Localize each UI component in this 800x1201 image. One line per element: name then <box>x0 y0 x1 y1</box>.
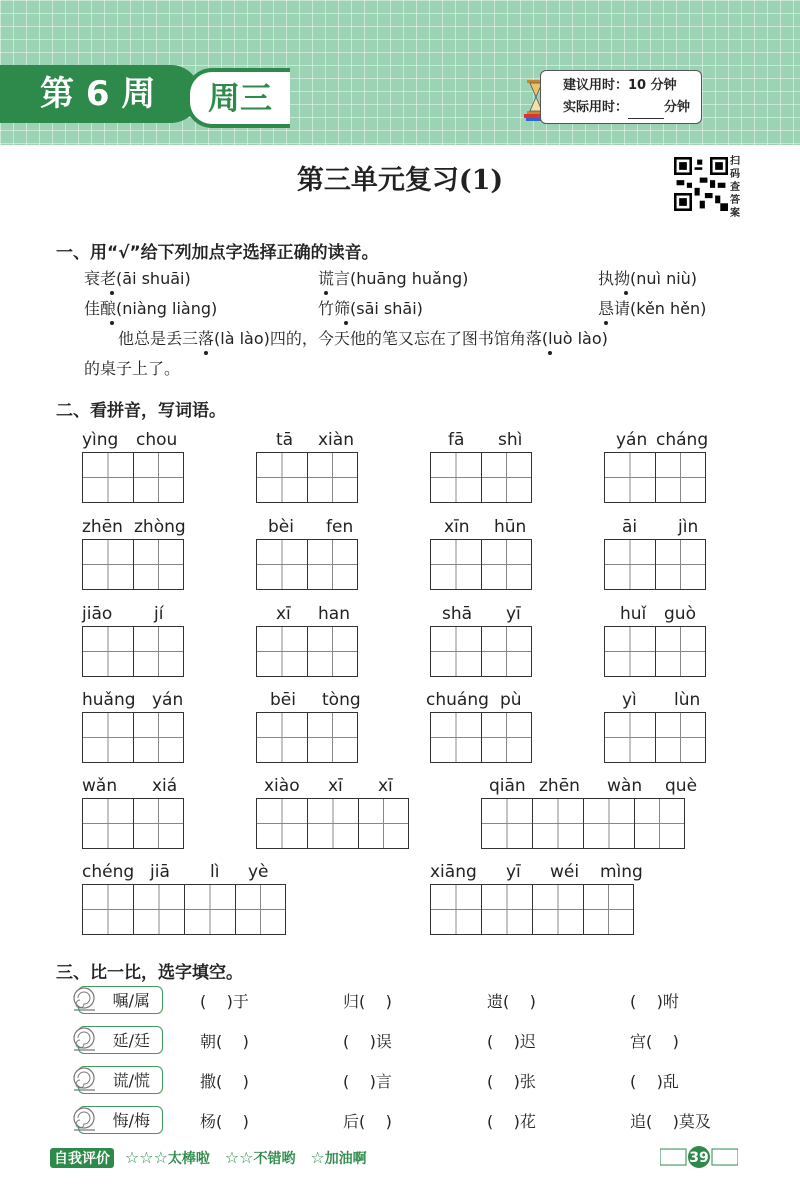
sentence-options-2[interactable]: (luò lào) <box>541 329 608 348</box>
tianzige-box[interactable] <box>82 452 133 503</box>
tianzige-box[interactable] <box>481 712 532 763</box>
pinyin-label: jiāo <box>82 604 113 624</box>
pinyin-label: xīn <box>444 517 470 537</box>
writing-boxes <box>82 452 184 503</box>
char-pair-chip <box>78 1026 163 1054</box>
writing-boxes <box>604 626 706 677</box>
tianzige-box[interactable] <box>430 626 481 677</box>
fill-blank-cell[interactable]: 追( )莫及 <box>630 1112 711 1131</box>
tianzige-box[interactable] <box>430 452 481 503</box>
fill-blank-cell[interactable]: 朝( ) <box>200 1032 249 1051</box>
tianzige-box[interactable] <box>655 712 706 763</box>
tianzige-box[interactable] <box>256 798 307 849</box>
pinyin-label: yán <box>616 430 648 450</box>
writing-boxes <box>82 798 184 849</box>
pinyin-label: què <box>665 776 698 796</box>
pron-options[interactable]: (nuì niù) <box>630 269 698 288</box>
eval-label: 自我评价 <box>50 1148 114 1168</box>
tianzige-box[interactable] <box>235 884 286 935</box>
pron-item[interactable] <box>598 296 706 319</box>
week-label: 第 6 周 <box>0 65 200 123</box>
writing-boxes <box>430 626 532 677</box>
pron-item[interactable] <box>84 266 191 289</box>
tianzige-box[interactable] <box>604 626 655 677</box>
day-label: 周三 <box>186 68 290 128</box>
writing-boxes <box>256 626 358 677</box>
tianzige-box[interactable] <box>133 712 184 763</box>
snail-icon <box>71 1103 97 1135</box>
writing-boxes <box>430 884 634 935</box>
pinyin-label: xiá <box>152 776 178 796</box>
pron-item[interactable] <box>598 266 697 289</box>
pinyin-label: xī <box>276 604 291 624</box>
tianzige-box[interactable] <box>256 452 307 503</box>
pron-word: 衰老 <box>84 269 116 288</box>
tianzige-box[interactable] <box>481 452 532 503</box>
tianzige-box[interactable] <box>307 712 358 763</box>
tianzige-box[interactable] <box>481 884 532 935</box>
page-number-badge <box>660 1146 738 1168</box>
writing-boxes <box>82 712 184 763</box>
pinyin-label: xī <box>328 776 343 796</box>
tianzige-box[interactable] <box>358 798 409 849</box>
pron-options[interactable]: (āi shuāi) <box>116 269 191 288</box>
pron-word: 竹筛 <box>318 299 350 318</box>
sentence-end: 的桌子上了。 <box>84 359 181 378</box>
pinyin-label: xiāng <box>430 862 477 882</box>
fill-blank-cell[interactable]: 归( ) <box>343 992 392 1011</box>
tianzige-box[interactable] <box>307 626 358 677</box>
tianzige-box[interactable] <box>184 884 235 935</box>
sentence-text-1: 他总是丢三落 <box>118 329 214 348</box>
fill-blank-cell[interactable]: 撒( ) <box>200 1072 249 1091</box>
pinyin-label: yī <box>506 862 521 882</box>
writing-boxes <box>256 712 358 763</box>
tianzige-box[interactable] <box>583 798 634 849</box>
tianzige-box[interactable] <box>604 539 655 590</box>
tianzige-box[interactable] <box>82 626 133 677</box>
pinyin-label: bèi <box>268 517 294 537</box>
tianzige-box[interactable] <box>256 626 307 677</box>
pinyin-label: lì <box>210 862 220 882</box>
pinyin-label: tā <box>276 430 294 450</box>
pron-word: 佳酿 <box>84 299 116 318</box>
tianzige-box[interactable] <box>655 626 706 677</box>
tianzige-box[interactable] <box>532 884 583 935</box>
fill-blank-cell[interactable]: 遗( ) <box>487 992 536 1011</box>
time-box <box>540 70 702 124</box>
fill-blank-cell[interactable]: ( )迟 <box>487 1032 536 1051</box>
pinyin-label: xiào <box>264 776 300 796</box>
writing-boxes <box>256 798 409 849</box>
pron-sentence <box>118 326 608 349</box>
pron-word: 谎言 <box>318 269 350 288</box>
fill-blank-cell[interactable]: 宫( ) <box>630 1032 679 1051</box>
page-number: 39 <box>689 1150 709 1166</box>
pinyin-label: xī <box>378 776 393 796</box>
pinyin-label: qiān <box>489 776 526 796</box>
pinyin-label: chéng <box>82 862 135 882</box>
star-icon[interactable]: ☆ <box>310 1148 325 1167</box>
pinyin-label: huǐ <box>620 604 647 624</box>
pinyin-label: zhēn <box>539 776 580 796</box>
eval-great[interactable]: 太棒啦 <box>167 1151 210 1167</box>
pinyin-label: pù <box>500 690 522 710</box>
pron-item[interactable] <box>318 266 468 289</box>
tianzige-box[interactable] <box>481 626 532 677</box>
fill-blank-cell[interactable]: ( )误 <box>343 1032 392 1051</box>
pinyin-label: xiàn <box>318 430 354 450</box>
actual-time-unit: 分钟 <box>664 100 691 115</box>
pinyin-label: wǎn <box>82 776 118 796</box>
pinyin-label: fen <box>326 517 354 537</box>
pinyin-label: fā <box>448 430 465 450</box>
eval-good[interactable]: 不错哟 <box>253 1151 296 1167</box>
star-icon[interactable]: ☆☆ <box>224 1148 254 1167</box>
pinyin-label: cháng <box>656 430 709 450</box>
tianzige-box[interactable] <box>430 712 481 763</box>
section1-heading: 一、用“√”给下列加点字选择正确的读音。 <box>56 243 379 263</box>
pron-options[interactable]: (sāi shāi) <box>350 299 423 318</box>
pron-options[interactable]: (huāng huǎng) <box>350 269 469 288</box>
pron-item[interactable] <box>318 296 423 319</box>
tianzige-box[interactable] <box>307 539 358 590</box>
tianzige-box[interactable] <box>655 452 706 503</box>
pinyin-label: jiā <box>150 862 170 882</box>
tianzige-box[interactable] <box>307 452 358 503</box>
pinyin-label: guò <box>664 604 696 624</box>
tianzige-box[interactable] <box>256 539 307 590</box>
pinyin-label: yī <box>506 604 521 624</box>
fill-blank-cell[interactable]: ( )于 <box>200 992 249 1011</box>
pinyin-label: wéi <box>550 862 580 882</box>
pinyin-label: chou <box>136 430 178 450</box>
pron-item[interactable] <box>84 296 217 319</box>
pinyin-label: mìng <box>600 862 643 882</box>
eval-keep[interactable]: 加油啊 <box>324 1151 367 1167</box>
tianzige-box[interactable] <box>481 539 532 590</box>
writing-boxes <box>430 452 532 503</box>
writing-boxes <box>604 452 706 503</box>
page-title: 第三单元复习(1) <box>296 165 504 196</box>
section3-heading: 三、比一比，选字填空。 <box>56 963 243 983</box>
pron-word: 恳请 <box>598 299 630 318</box>
tianzige-box[interactable] <box>133 539 184 590</box>
snail-icon <box>71 1063 97 1095</box>
tianzige-box[interactable] <box>133 626 184 677</box>
char-pair-chip <box>78 986 163 1014</box>
tianzige-box[interactable] <box>655 539 706 590</box>
pinyin-label: tòng <box>322 690 361 710</box>
writing-boxes <box>82 539 184 590</box>
writing-boxes <box>256 539 358 590</box>
actual-time-label: 实际用时： <box>563 100 629 115</box>
writing-boxes <box>430 539 532 590</box>
tianzige-box[interactable] <box>604 712 655 763</box>
pinyin-label: lùn <box>674 690 701 710</box>
tianzige-box[interactable] <box>256 712 307 763</box>
pinyin-label: huǎng <box>82 690 136 710</box>
pinyin-label: yìng <box>82 430 119 450</box>
tianzige-box[interactable] <box>604 452 655 503</box>
tianzige-box[interactable] <box>634 798 685 849</box>
pinyin-label: jìn <box>678 517 699 537</box>
pinyin-label: chuáng <box>426 690 489 710</box>
pinyin-label: shì <box>498 430 523 450</box>
tianzige-box[interactable] <box>532 798 583 849</box>
pron-word: 执拗 <box>598 269 630 288</box>
fill-blank-cell[interactable]: 后( ) <box>343 1112 392 1131</box>
writing-boxes <box>430 712 532 763</box>
tianzige-box[interactable] <box>307 798 358 849</box>
section2-heading: 二、看拼音，写词语。 <box>56 401 226 421</box>
sentence-options-1[interactable]: (là lào) <box>214 329 270 348</box>
actual-time[interactable] <box>563 97 701 119</box>
tianzige-box[interactable] <box>430 539 481 590</box>
fill-blank-cell[interactable]: 杨( ) <box>200 1112 249 1131</box>
tianzige-box[interactable] <box>133 452 184 503</box>
self-evaluation <box>50 1148 367 1168</box>
star-icon[interactable]: ☆☆☆ <box>124 1148 168 1167</box>
char-pair-chip <box>78 1066 163 1094</box>
writing-boxes <box>481 798 685 849</box>
tianzige-box[interactable] <box>133 884 184 935</box>
fill-blank-cell[interactable]: ( )咐 <box>630 992 679 1011</box>
fill-blank-cell[interactable]: ( )言 <box>343 1072 392 1091</box>
tianzige-box[interactable] <box>583 884 634 935</box>
suggested-time: 建议用时：10 分钟 <box>563 78 677 93</box>
char-pair-label: 嘱/属 <box>112 991 150 1010</box>
pron-options[interactable]: (kěn hěn) <box>630 299 707 318</box>
pinyin-label: hūn <box>494 517 527 537</box>
pinyin-label: wàn <box>607 776 643 796</box>
fill-blank-cell[interactable]: ( )乱 <box>630 1072 679 1091</box>
pinyin-label: yì <box>622 690 637 710</box>
pinyin-label: jí <box>154 604 164 624</box>
actual-time-blank[interactable] <box>628 104 664 119</box>
pinyin-label: shā <box>442 604 473 624</box>
pron-options[interactable]: (niàng liàng) <box>116 299 218 318</box>
writing-boxes <box>604 539 706 590</box>
tianzige-box[interactable] <box>82 798 133 849</box>
char-pair-chip <box>78 1106 163 1134</box>
tianzige-box[interactable] <box>481 798 532 849</box>
tianzige-box[interactable] <box>82 712 133 763</box>
char-pair-label: 悔/梅 <box>112 1111 150 1130</box>
pinyin-label: han <box>318 604 350 624</box>
qr-code-icon[interactable] <box>674 157 728 211</box>
pinyin-label: bēi <box>270 690 296 710</box>
pinyin-label: yè <box>248 862 269 882</box>
tianzige-box[interactable] <box>430 884 481 935</box>
tianzige-box[interactable] <box>82 884 133 935</box>
pinyin-label: āi <box>622 517 638 537</box>
writing-boxes <box>82 626 184 677</box>
fill-blank-cell[interactable]: ( )花 <box>487 1112 536 1131</box>
writing-boxes <box>256 452 358 503</box>
sentence-text-2: 四的，今天他的笔又忘在了图书馆角落 <box>270 329 542 348</box>
tianzige-box[interactable] <box>133 798 184 849</box>
pinyin-label: yán <box>152 690 184 710</box>
pinyin-label: zhēn <box>82 517 123 537</box>
pinyin-label: zhòng <box>134 517 186 537</box>
snail-icon <box>71 1023 97 1055</box>
char-pair-label: 谎/慌 <box>112 1071 150 1090</box>
writing-boxes <box>604 712 706 763</box>
writing-boxes <box>82 884 286 935</box>
tianzige-box[interactable] <box>82 539 133 590</box>
snail-icon <box>71 983 97 1015</box>
fill-blank-cell[interactable]: ( )张 <box>487 1072 536 1091</box>
qr-caption: 扫码查答案 <box>730 156 740 219</box>
char-pair-label: 延/廷 <box>112 1031 150 1050</box>
